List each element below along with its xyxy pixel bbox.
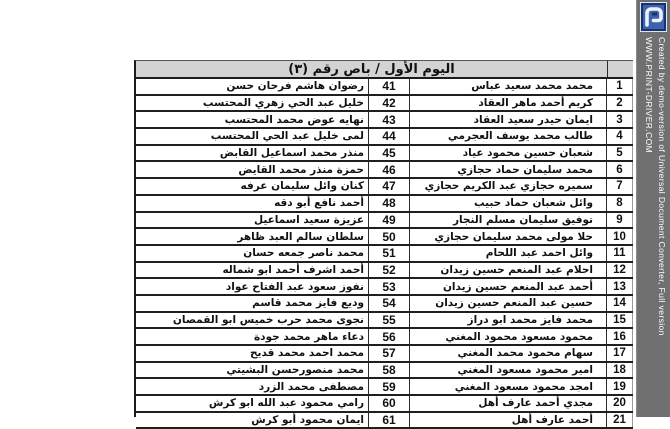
name-cell-left: ايمان محمود أبو كرش (251, 414, 364, 427)
serial-cell: 12 (606, 263, 633, 278)
table-row (136, 329, 633, 346)
name-cell-right: أحمد عارف أهل (511, 414, 593, 427)
serial-cell: 3 (606, 112, 633, 127)
page-title: اليوم الأول / باص رقم (٣) (136, 61, 608, 77)
name-cell-right: أحمد عبد المنعم حسين زيدان (442, 280, 593, 293)
bus-number-cell: 42 (368, 96, 410, 111)
serial-cell: 1 (606, 79, 633, 94)
name-cell-right: مجدي أحمد عارف أهل (478, 397, 593, 410)
name-cell-right: محمد محمد سعيد عباس (471, 80, 593, 93)
serial-cell: 11 (606, 246, 633, 261)
name-cell-right: حلا مولى محمد سليمان حجازي (434, 230, 593, 243)
name-cell-right: محمد سليمان حماد حجازي (457, 163, 593, 176)
table-row (136, 96, 633, 113)
table-row (136, 413, 633, 429)
table-row (136, 396, 633, 413)
table-row (136, 229, 633, 246)
table-row (136, 112, 633, 129)
serial-cell: 20 (606, 396, 633, 411)
name-cell-left: دعاء ماهر محمد جودة (253, 330, 364, 343)
title-row (136, 61, 633, 79)
name-cell-right: محمد فايز محمد ابو دراز (467, 313, 593, 326)
table-row (136, 129, 633, 146)
name-cell-right: سهام محمود محمد المغني (457, 347, 593, 360)
name-cell-right: وائل شعبان حماد حبيب (473, 197, 593, 210)
bus-number-cell: 44 (368, 129, 410, 144)
table-row (136, 146, 633, 163)
name-cell-left: رامي محمود عبد الله ابو كرش (208, 397, 364, 410)
name-cell-right: امجد محمود مسعود المغني (454, 380, 593, 393)
name-cell-right: كريم أحمد ماهر العقاد (478, 97, 593, 110)
serial-cell: 14 (606, 296, 633, 311)
bus-number-cell: 49 (368, 213, 410, 228)
serial-cell: 4 (606, 129, 633, 144)
name-cell-left: وديع فايز محمد قاسم (252, 297, 364, 310)
bus-number-cell: 52 (368, 263, 410, 278)
serial-cell: 5 (606, 146, 633, 161)
watermark-sidebar (636, 0, 670, 417)
name-cell-left: خليل عبد الحي زهري المحتسب (202, 97, 364, 110)
name-cell-right: وائل احمد عبد اللحام (485, 247, 593, 260)
name-cell-right: امير محمود مسعود المغني (457, 364, 593, 377)
table-row (136, 79, 633, 96)
serial-cell: 6 (606, 162, 633, 177)
serial-cell: 19 (606, 379, 633, 394)
name-cell-right: سميره حجازي عبد الكريم حجازي (424, 180, 593, 193)
serial-cell: 16 (606, 329, 633, 344)
name-cell-left: منذر محمد اسماعيل القابض (219, 147, 364, 160)
name-cell-left: نفوز سعود عبد الفتاح عواد (225, 280, 364, 293)
watermark-text (640, 37, 668, 415)
name-cell-right: شعبان حسين محمود عياد (462, 147, 593, 160)
bus-number-cell: 59 (368, 379, 410, 394)
serial-cell: 7 (606, 179, 633, 194)
name-cell-left: عزيزة سعيد اسماعيل (253, 213, 364, 226)
bus-number-cell: 45 (368, 146, 410, 161)
name-cell-left: محمد احمد محمد قديح (249, 347, 364, 360)
serial-cell: 15 (606, 313, 633, 328)
bus-number-cell: 55 (368, 313, 410, 328)
name-cell-left: نهايه عوض محمد المحتسب (224, 113, 364, 126)
bus-number-cell: 46 (368, 162, 410, 177)
name-cell-right: طالب محمد يوسف العجرمي (447, 130, 593, 143)
serial-cell: 8 (606, 196, 633, 211)
serial-cell: 10 (606, 229, 633, 244)
title-corner-cell (608, 61, 633, 77)
table-row (136, 179, 633, 196)
table-row (136, 313, 633, 330)
roster-table-body (136, 79, 633, 429)
table-row (136, 279, 633, 296)
table-row (136, 246, 633, 263)
name-cell-left: أحمد نافع أبو دقه (274, 197, 364, 210)
bus-number-cell: 56 (368, 329, 410, 344)
name-cell-left: محمد ناصر جمعه حسان (243, 247, 364, 260)
watermark-line-1: Created by demo-version of Universal Document Converter, Full version (657, 37, 667, 336)
bus-number-cell: 51 (368, 246, 410, 261)
bus-number-cell: 50 (368, 229, 410, 244)
universal-document-converter-icon (640, 2, 667, 32)
bus-number-cell: 61 (368, 413, 410, 428)
name-cell-left: كنان وائل سليمان عرفه (240, 180, 364, 193)
roster-table (134, 60, 633, 428)
name-cell-left: سلطان سالم العبد ظاهر (237, 230, 364, 243)
name-cell-left: نجوى محمد حرب خميس ابو القمصان (172, 313, 364, 326)
name-cell-right: ايمان حيدر سعيد العقاد (473, 113, 593, 126)
table-row (136, 379, 633, 396)
name-cell-left: حمزة منذر محمد القايض (238, 163, 364, 176)
name-cell-left: رضوان هاشم فرحان حسن (226, 80, 364, 93)
name-cell-left: أحمد اشرف أحمد ابو شماله (222, 263, 364, 276)
table-row (136, 162, 633, 179)
bus-number-cell: 57 (368, 346, 410, 361)
table-row (136, 263, 633, 280)
serial-cell: 18 (606, 363, 633, 378)
name-cell-right: احلام عبد المنعم حسين زيدان (440, 263, 593, 276)
name-cell-right: توفيق سليمان مسلم النجار (452, 213, 593, 226)
name-cell-left: مصطفى محمد الزرد (258, 380, 364, 393)
serial-cell: 9 (606, 213, 633, 228)
table-row (136, 363, 633, 380)
name-cell-left: محمد منصورحسن البشيتي (226, 364, 364, 377)
bus-number-cell: 41 (368, 79, 410, 94)
bus-number-cell: 43 (368, 112, 410, 127)
bus-number-cell: 53 (368, 279, 410, 294)
serial-cell: 17 (606, 346, 633, 361)
serial-cell: 2 (606, 96, 633, 111)
bus-number-cell: 58 (368, 363, 410, 378)
bus-number-cell: 60 (368, 396, 410, 411)
bus-number-cell: 48 (368, 196, 410, 211)
name-cell-right: محمود مسعود محمود المغني (445, 330, 593, 343)
table-row (136, 213, 633, 230)
table-row (136, 296, 633, 313)
table-row (136, 196, 633, 213)
watermark-line-2: WWW.PRINT-DRIVER.COM (644, 37, 654, 154)
bus-number-cell: 54 (368, 296, 410, 311)
table-row (136, 346, 633, 363)
bus-number-cell: 47 (368, 179, 410, 194)
serial-cell: 13 (606, 279, 633, 294)
name-cell-right: حسين عبد المنعم حسين زيدان (435, 297, 593, 310)
serial-cell: 21 (606, 413, 633, 428)
name-cell-left: لمى خليل عبد الحي المحتسب (210, 130, 364, 143)
